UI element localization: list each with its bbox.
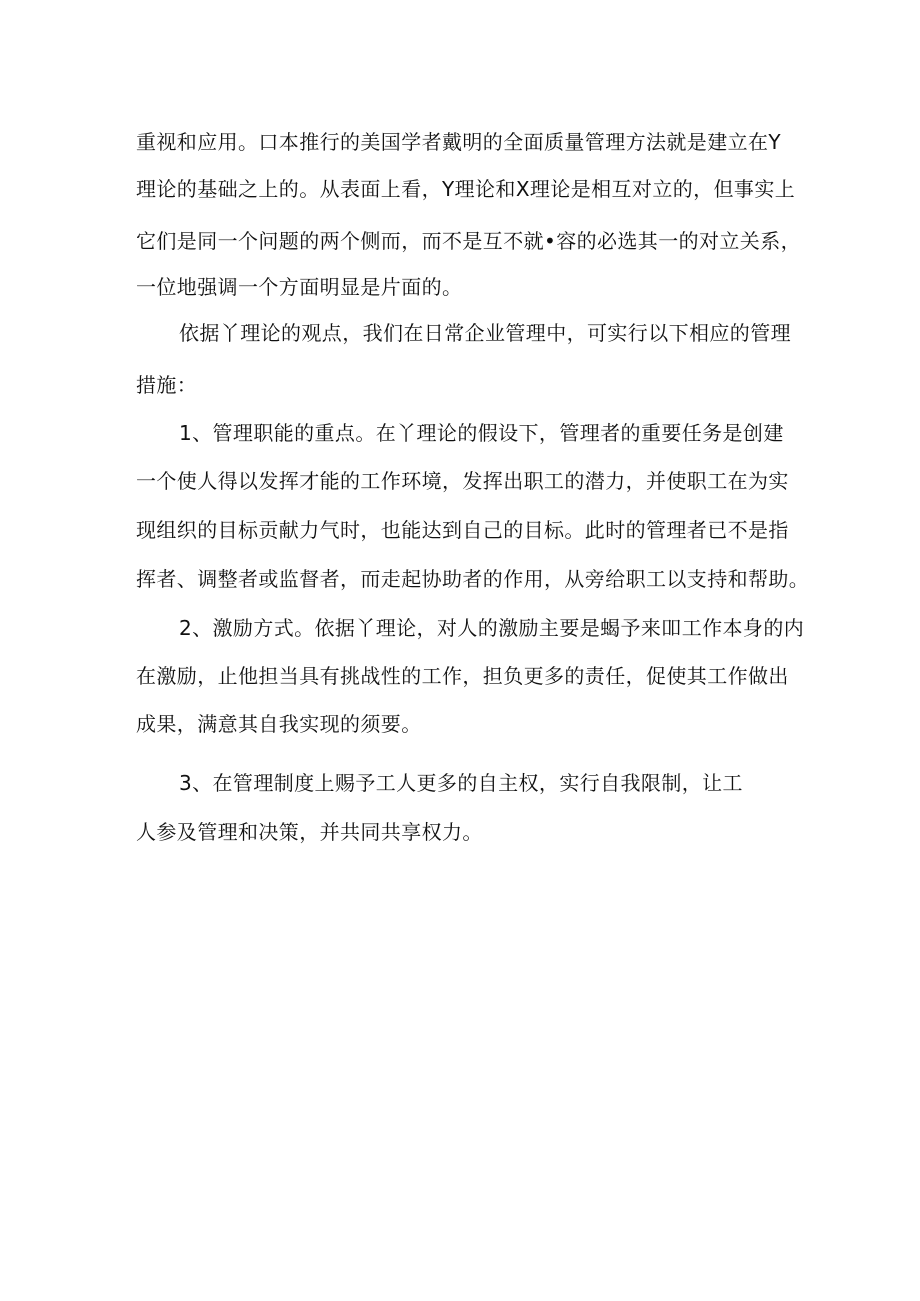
text-line-9: 现组织的目标贡献力气时，也能达到自己的目标。此时的管理者已不是指 — [136, 518, 789, 542]
text-line-8: 一个使人得以发挥才能的工作环境，发挥出职工的潜力，并使职工在为实 — [136, 469, 789, 493]
text-line-10: 挥者、调整者或监督者，而走起协助者的作用，从旁给职工以支持和帮助。 — [136, 567, 810, 591]
text-line-2: 理论的基础之上的。从表面上看，Y理论和X理论是相互对立的，但事实上 — [136, 177, 796, 201]
text-line-14: 3、在管理制度上赐予工人更多的自主权，实行自我限制，让工 — [179, 771, 743, 795]
text-line-6: 措施： — [136, 373, 198, 397]
text-line-7: 1、管理职能的重点。在丫理论的假设下，管理者的重要任务是创建 — [179, 421, 784, 445]
text-line-5: 依据丫理论的观点，我们在日常企业管理中，可实行以下相应的管理 — [179, 321, 791, 345]
text-line-3: 它们是同一个问题的两个侧而，而不是互不就•容的必选其一的对立关系， — [136, 229, 801, 253]
text-line-15: 人参及管理和决策，并共同共享权力。 — [136, 820, 483, 844]
text-line-4: 一位地强调一个方面明显是片面的。 — [136, 275, 463, 299]
text-line-12: 在激励，止他担当具有挑战性的工作，担负更多的责任，促使其工作做出 — [136, 664, 789, 688]
text-line-11: 2、激励方式。依据丫理论，对人的激励主要是蝎予来吅工作本身的内 — [179, 616, 805, 640]
text-line-1: 重视和应用。口本推行的美国学者戴明的全面质量管理方法就是建立在Y — [136, 130, 782, 154]
text-line-13: 成果，满意其自我实现的须要。 — [136, 712, 422, 736]
